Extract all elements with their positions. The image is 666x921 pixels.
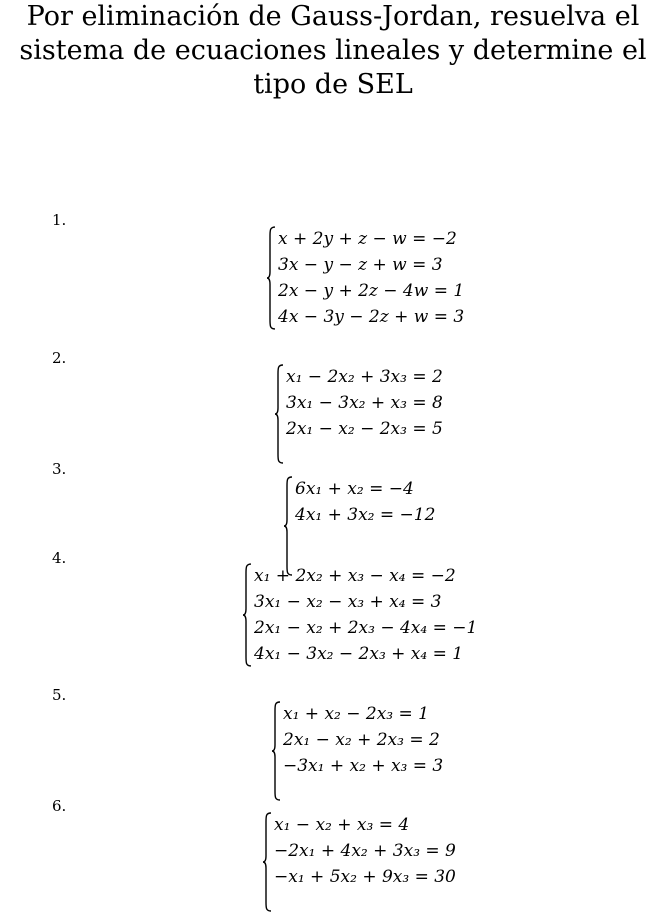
problem-number: 3.	[52, 460, 67, 478]
equation: 2x₁ − x₂ + 2x₃ = 2	[283, 730, 440, 750]
equation-system	[262, 812, 456, 912]
equation: 4x − 3y − 2z + w = 3	[278, 307, 465, 327]
equation: 2x − y + 2z − 4w = 1	[278, 281, 465, 301]
equation: x₁ + x₂ − 2x₃ = 1	[283, 704, 429, 724]
equation: 3x − y − z + w = 3	[278, 255, 443, 275]
equation-system	[274, 364, 443, 464]
equation: x₁ + 2x₂ + x₃ − x₄ = −2	[254, 566, 456, 586]
problem-number: 6.	[52, 797, 67, 815]
problem-number: 2.	[52, 349, 67, 367]
equation: 6x₁ + x₂ = −4	[295, 479, 414, 499]
equation: 3x₁ − 3x₂ + x₃ = 8	[286, 393, 443, 413]
left-brace-icon	[283, 476, 293, 576]
equation: 2x₁ − x₂ − 2x₃ = 5	[286, 419, 443, 439]
equation: −2x₁ + 4x₂ + 3x₃ = 9	[274, 841, 456, 861]
equation-system	[242, 563, 477, 667]
equation-system	[266, 226, 464, 330]
left-brace-icon	[262, 812, 272, 912]
equation: x + 2y + z − w = −2	[278, 229, 457, 249]
equation-system	[283, 476, 435, 576]
problem-number: 5.	[52, 686, 67, 704]
equation: 4x₁ + 3x₂ = −12	[295, 505, 436, 525]
equation: −x₁ + 5x₂ + 9x₃ = 30	[274, 867, 456, 887]
equation: −3x₁ + x₂ + x₃ = 3	[283, 756, 444, 776]
left-brace-icon	[242, 563, 252, 667]
equation: 4x₁ − 3x₂ − 2x₃ + x₄ = 1	[254, 644, 464, 664]
page-title: Por eliminación de Gauss-Jordan, resuelva el sistema de ecuaciones lineales y determine el tipo de SEL	[19, 1, 647, 100]
left-brace-icon	[274, 364, 284, 464]
left-brace-icon	[266, 226, 276, 330]
equation: 2x₁ − x₂ + 2x₃ − 4x₄ = −1	[254, 618, 478, 638]
equation: x₁ − 2x₂ + 3x₃ = 2	[286, 367, 443, 387]
equation-system	[271, 701, 443, 801]
equation: 3x₁ − x₂ − x₃ + x₄ = 3	[254, 592, 442, 612]
left-brace-icon	[271, 701, 281, 801]
problem-number: 4.	[52, 549, 67, 567]
equation: x₁ − x₂ + x₃ = 4	[274, 815, 410, 835]
problem-number: 1.	[52, 211, 67, 229]
